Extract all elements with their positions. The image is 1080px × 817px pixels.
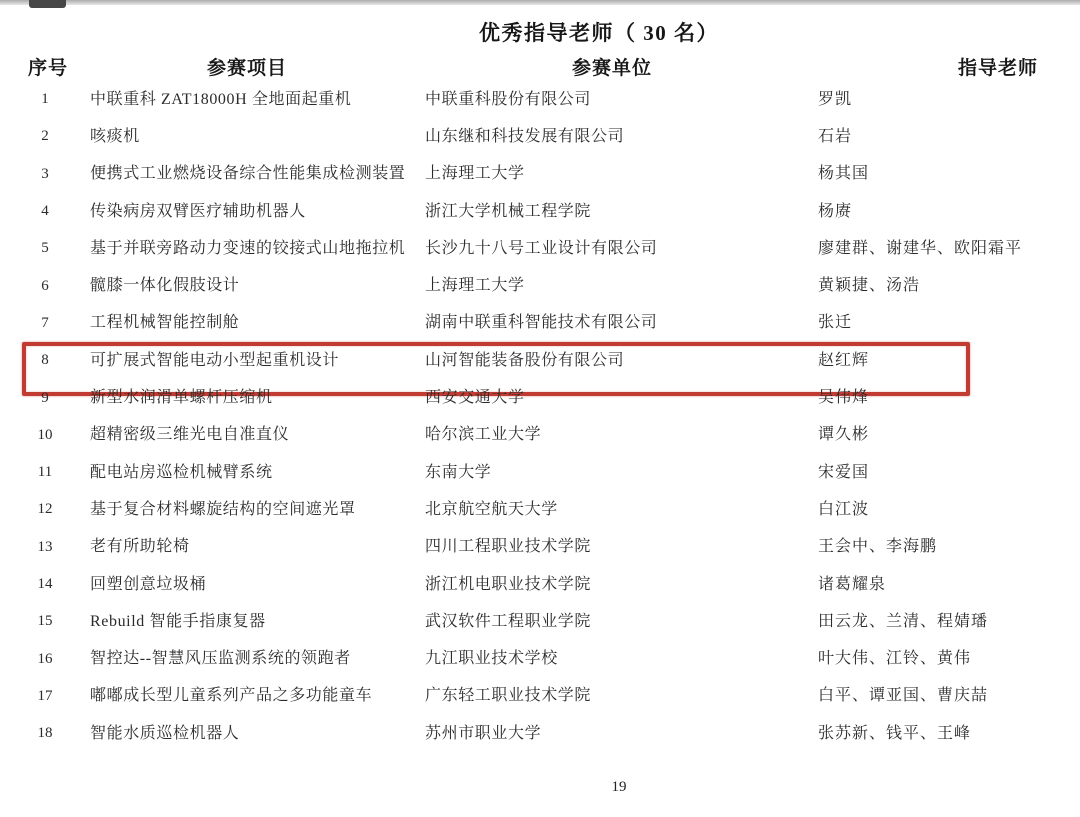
cell-no: 5 <box>41 240 49 257</box>
cell-project: 新型水润滑单螺杆压缩机 <box>90 389 273 407</box>
table-row <box>0 118 1080 155</box>
cell-no: 8 <box>41 352 49 369</box>
cell-unit: 苏州市职业大学 <box>425 724 542 742</box>
cell-no: 11 <box>37 464 53 481</box>
cell-no: 16 <box>37 650 53 667</box>
cell-advisor: 田云龙、兰清、程婧璠 <box>818 612 989 630</box>
cell-no: 10 <box>37 426 53 443</box>
cell-unit: 北京航空航天大学 <box>425 500 558 518</box>
cell-unit: 武汉软件工程职业学院 <box>425 612 592 630</box>
cell-project: 便携式工业燃烧设备综合性能集成检测装置 <box>90 165 406 183</box>
cell-unit: 广东轻工职业技术学院 <box>425 687 592 705</box>
cell-no: 6 <box>41 277 49 294</box>
cell-no: 3 <box>41 165 49 182</box>
cell-no: 15 <box>37 613 53 630</box>
table-header <box>0 53 1080 79</box>
cell-advisor: 宋爱国 <box>818 463 870 481</box>
scan-blob-artifact <box>29 0 66 8</box>
cell-advisor: 王会中、李海鹏 <box>818 538 938 556</box>
cell-no: 7 <box>41 314 49 331</box>
cell-no: 1 <box>41 91 49 108</box>
table-row <box>0 678 1080 715</box>
table-row <box>0 193 1080 230</box>
cell-advisor: 谭久彬 <box>818 426 870 444</box>
cell-unit: 长沙九十八号工业设计有限公司 <box>425 239 658 257</box>
cell-unit: 浙江机电职业技术学院 <box>425 575 592 593</box>
cell-unit: 湖南中联重科智能技术有限公司 <box>425 314 658 332</box>
cell-no: 14 <box>37 576 53 592</box>
cell-advisor: 张迁 <box>818 314 853 332</box>
page-title: 优秀指导老师（ 30 名） <box>479 21 719 45</box>
cell-unit: 东南大学 <box>425 463 492 481</box>
cell-unit: 四川工程职业技术学院 <box>425 538 592 556</box>
cell-project: 可扩展式智能电动小型起重机设计 <box>90 351 340 369</box>
table-row <box>0 267 1080 304</box>
cell-project: 传染病房双臂医疗辅助机器人 <box>90 202 306 220</box>
cell-advisor: 黄颖捷、汤浩 <box>818 277 921 295</box>
cell-project: 回塑创意垃圾桶 <box>90 575 207 593</box>
table-row <box>0 417 1080 454</box>
cell-no: 13 <box>37 538 53 555</box>
table-row <box>0 640 1080 677</box>
cell-advisor: 赵红辉 <box>818 351 870 369</box>
column-header-number: 序号 <box>27 58 69 79</box>
cell-advisor: 罗凯 <box>818 90 853 108</box>
scan-edge-artifact <box>0 0 1080 5</box>
cell-unit: 山河智能装备股份有限公司 <box>425 351 625 369</box>
cell-project: 基于并联旁路动力变速的铰接式山地拖拉机 <box>90 239 406 257</box>
table-row <box>0 230 1080 267</box>
table-row <box>0 491 1080 528</box>
cell-project: 智能水质巡检机器人 <box>90 724 240 742</box>
cell-unit: 西安交通大学 <box>425 389 525 407</box>
cell-advisor: 白平、谭亚国、曹庆喆 <box>818 687 989 705</box>
table-row <box>0 81 1080 118</box>
column-header-project: 参赛项目 <box>206 58 288 79</box>
table-body <box>0 81 1080 752</box>
table-row <box>0 342 1080 379</box>
cell-advisor: 杨赓 <box>818 202 853 220</box>
cell-unit: 上海理工大学 <box>425 165 525 183</box>
cell-no: 18 <box>37 725 53 742</box>
cell-project: 咳痰机 <box>90 127 140 145</box>
table-row <box>0 454 1080 491</box>
table-row <box>0 603 1080 640</box>
cell-project: 配电站房巡检机械臂系统 <box>90 463 273 481</box>
table-row <box>0 379 1080 416</box>
cell-project: 嘟嘟成长型儿童系列产品之多功能童车 <box>90 687 373 705</box>
cell-project: 中联重科 ZAT18000H 全地面起重机 <box>90 90 352 108</box>
cell-unit: 山东继和科技发展有限公司 <box>425 127 625 145</box>
column-header-unit: 参赛单位 <box>571 58 653 79</box>
cell-project: 老有所助轮椅 <box>90 538 190 556</box>
cell-no: 4 <box>41 203 49 220</box>
cell-advisor: 叶大伟、江铃、黄伟 <box>818 650 972 668</box>
table-row <box>0 715 1080 752</box>
cell-unit: 中联重科股份有限公司 <box>425 90 592 108</box>
cell-unit: 上海理工大学 <box>425 277 525 295</box>
cell-no: 9 <box>41 389 49 406</box>
cell-unit: 九江职业技术学校 <box>425 650 558 668</box>
table-row <box>0 305 1080 342</box>
cell-project: 基于复合材料螺旋结构的空间遮光罩 <box>90 500 356 518</box>
cell-no: 12 <box>37 501 53 518</box>
cell-project: Rebuild 智能手指康复器 <box>90 612 266 630</box>
cell-unit: 浙江大学机械工程学院 <box>425 202 592 220</box>
cell-no: 2 <box>41 128 49 145</box>
cell-no: 17 <box>37 687 53 704</box>
page-number: 19 <box>611 779 627 795</box>
cell-project: 工程机械智能控制舱 <box>90 314 240 332</box>
table-row <box>0 529 1080 566</box>
cell-project: 超精密级三维光电自准直仪 <box>90 426 290 444</box>
cell-advisor: 石岩 <box>818 127 853 145</box>
column-header-advisor: 指导老师 <box>957 58 1039 79</box>
cell-project: 智控达--智慧风压监测系统的领跑者 <box>90 650 351 668</box>
cell-advisor: 杨其国 <box>818 165 870 183</box>
cell-project: 髋膝一体化假肢设计 <box>90 277 240 295</box>
table-row <box>0 156 1080 193</box>
cell-advisor: 张苏新、钱平、王峰 <box>818 724 972 742</box>
cell-unit: 哈尔滨工业大学 <box>425 426 542 444</box>
cell-advisor: 诸葛耀泉 <box>818 575 887 593</box>
cell-advisor: 白江波 <box>818 500 870 518</box>
cell-advisor: 吴伟烽 <box>818 389 870 407</box>
cell-advisor: 廖建群、谢建华、欧阳霜平 <box>818 239 1023 257</box>
table-row <box>0 566 1080 603</box>
